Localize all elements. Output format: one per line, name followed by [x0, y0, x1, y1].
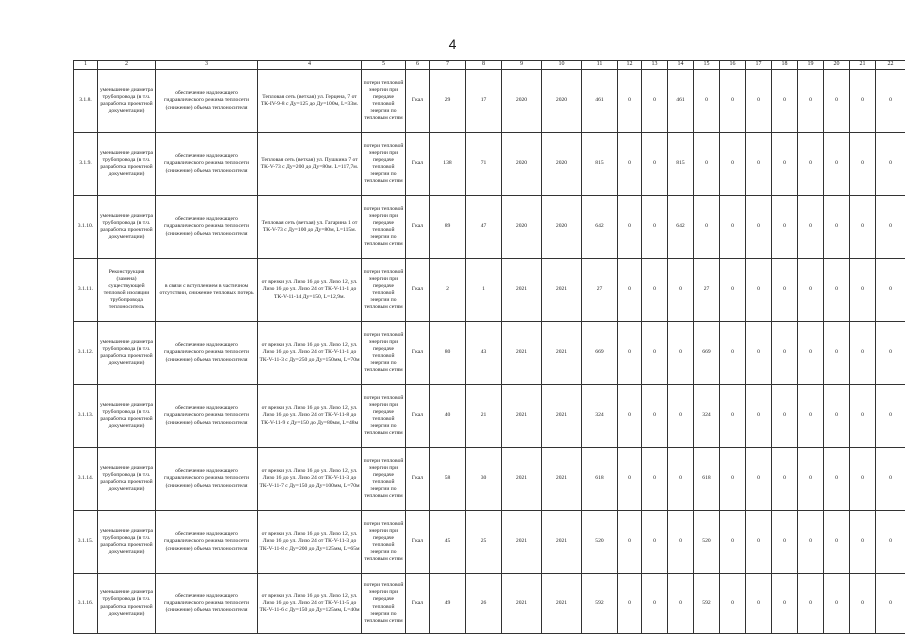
table-cell: 2021 [542, 574, 582, 634]
table-cell: 0 [746, 259, 772, 322]
table-cell: 0 [694, 133, 720, 196]
table-cell: 27 [582, 259, 618, 322]
table-cell: 0 [772, 448, 798, 511]
table-cell: Гкал [406, 133, 430, 196]
table-cell: 0 [824, 448, 850, 511]
table-cell: от врезки ул. Лизо 16 до ул. Лизо 12, ул. Лизо 16 до ул. Лизо 24 от ТК-V-11-8 до ТК-V-11-9 с Ду=150 до Ду=80мм, L=48м [258, 385, 362, 448]
table-cell: 0 [618, 322, 642, 385]
table-cell: 0 [798, 574, 824, 634]
table-row [74, 322, 905, 385]
table-cell: 0 [720, 322, 746, 385]
column-header: 4 [258, 61, 362, 70]
table-cell: 0 [618, 196, 642, 259]
table-cell: 0 [850, 448, 876, 511]
table-cell: 2 [430, 259, 466, 322]
table-cell: 0 [772, 70, 798, 133]
table-cell: 0 [850, 196, 876, 259]
table-cell: 0 [720, 448, 746, 511]
table-cell: 0 [694, 196, 720, 259]
table-cell: от врезки ул. Лизо 16 до ул. Лизо 12, ул. Лизо 16 до ул. Лизо 24 от ТК-V-11-5 до ТК-V-11-6 с Ду=150 до Ду=125мм, L=40м [258, 574, 362, 634]
table-row [74, 196, 905, 259]
table-cell: 3.1.13. [74, 385, 98, 448]
table-cell: 0 [798, 259, 824, 322]
table-cell: 0 [668, 385, 694, 448]
table-cell: 0 [618, 385, 642, 448]
table-cell: от врезки ул. Лизо 16 до ул. Лизо 12, ул. Лизо 16 до ул. Лизо 24 от ТК-V-11-3 до ТК-V-11-7 с Ду=150 до Ду=100мм, L=70м [258, 448, 362, 511]
table-cell: 0 [876, 70, 905, 133]
table-cell: 815 [668, 133, 694, 196]
table-cell: Гкал [406, 574, 430, 634]
table-cell: потери тепловой энергии при передаче тепловой энергии по тепловым сетям [362, 196, 406, 259]
table-cell: 49 [430, 574, 466, 634]
table-cell: 2020 [502, 70, 542, 133]
table-cell: 0 [746, 511, 772, 574]
table-cell: 520 [694, 511, 720, 574]
table-cell: 2021 [502, 574, 542, 634]
table-cell: 324 [582, 385, 618, 448]
table-cell: 25 [466, 511, 502, 574]
column-number-row [74, 61, 905, 70]
table-cell: 0 [824, 322, 850, 385]
table-cell: 3.1.12. [74, 322, 98, 385]
table-cell: 642 [668, 196, 694, 259]
column-header: 17 [746, 61, 772, 70]
table-cell: обеспечение надлежащего гидравлического режима теплосети (снижение) объема теплоносителя [156, 511, 258, 574]
table-cell: 0 [618, 448, 642, 511]
table-cell: Гкал [406, 511, 430, 574]
table-cell: 89 [430, 196, 466, 259]
table-cell: 0 [746, 133, 772, 196]
table-cell: 618 [694, 448, 720, 511]
table-cell: 0 [876, 196, 905, 259]
table-cell: 0 [668, 448, 694, 511]
table-cell: 0 [798, 196, 824, 259]
table-cell: 2021 [542, 511, 582, 574]
table-cell: уменьшение диаметра трубопровода (в т.ч. разработка проектной документации) [98, 133, 156, 196]
table-cell: обеспечение надлежащего гидравлического режима теплосети (снижение) объема теплоносителя [156, 385, 258, 448]
table-cell: 0 [720, 385, 746, 448]
table-cell: в связи с вступлением в частичном отсутствии, снижение тепловых потерь [156, 259, 258, 322]
table-cell: обеспечение надлежащего гидравлического режима теплосети (снижение) объема теплоносителя [156, 196, 258, 259]
table-cell: Гкал [406, 196, 430, 259]
table-cell: 26 [466, 574, 502, 634]
table-cell: Гкал [406, 322, 430, 385]
column-header: 20 [824, 61, 850, 70]
column-header: 6 [406, 61, 430, 70]
table-row [74, 259, 905, 322]
table-cell: 3.1.14. [74, 448, 98, 511]
table-row [74, 511, 905, 574]
table-cell: уменьшение диаметра трубопровода (в т.ч. разработка проектной документации) [98, 511, 156, 574]
table-cell: 0 [876, 511, 905, 574]
table-cell: 0 [720, 511, 746, 574]
table-cell: 0 [824, 574, 850, 634]
table-row [74, 133, 905, 196]
table-cell: от врезки ул. Лизо 16 до ул. Лизо 12, ул. Лизо 16 до ул. Лизо 24 от ТК-V-11-1 до ТК-V-11-3 с Ду=250 до Ду=150мм, L=70м [258, 322, 362, 385]
table-cell: 58 [430, 448, 466, 511]
table-cell: 0 [618, 574, 642, 634]
table-cell: Реконструкция (замена) существующей тепловой изоляции трубопровода теплоноситель [98, 259, 156, 322]
table-cell: 47 [466, 196, 502, 259]
table-cell: 0 [618, 70, 642, 133]
column-header: 12 [618, 61, 642, 70]
table-cell: 2020 [502, 196, 542, 259]
table-cell: уменьшение диаметра трубопровода (в т.ч. разработка проектной документации) [98, 322, 156, 385]
table-cell: Гкал [406, 385, 430, 448]
column-header: 21 [850, 61, 876, 70]
table-cell: 2021 [502, 259, 542, 322]
table-cell: 0 [642, 70, 668, 133]
table-cell: 0 [618, 133, 642, 196]
table-cell: 592 [582, 574, 618, 634]
table-cell: 0 [850, 133, 876, 196]
table-cell: 45 [430, 511, 466, 574]
table-cell: 80 [430, 322, 466, 385]
table-cell: 0 [876, 322, 905, 385]
table-cell: 0 [798, 133, 824, 196]
table-cell: 0 [746, 322, 772, 385]
table-cell: 0 [746, 385, 772, 448]
table-cell: обеспечение надлежащего гидравлического режима теплосети (снижение) объема теплоносителя [156, 322, 258, 385]
table-cell: 3.1.11. [74, 259, 98, 322]
table-cell: уменьшение диаметра трубопровода (в т.ч. разработка проектной документации) [98, 70, 156, 133]
table-cell: 642 [582, 196, 618, 259]
column-header: 9 [502, 61, 542, 70]
table-cell: 0 [642, 322, 668, 385]
table-cell: 0 [642, 259, 668, 322]
table-cell: 618 [582, 448, 618, 511]
table-cell: 0 [720, 70, 746, 133]
table-cell: Тепловая сеть (ветхая) ул. Гагарина 1 от ТК-V-73 с Ду=100 до Ду=80м, L=115м. [258, 196, 362, 259]
table-cell: 2021 [542, 322, 582, 385]
table-cell: 40 [430, 385, 466, 448]
table-cell: 0 [772, 133, 798, 196]
column-header: 15 [694, 61, 720, 70]
table-cell: потери тепловой энергии при передаче тепловой энергии по тепловым сетям [362, 133, 406, 196]
table-cell: потери тепловой энергии при передаче тепловой энергии по тепловым сетям [362, 574, 406, 634]
table-cell: 0 [746, 574, 772, 634]
table-cell: 0 [618, 259, 642, 322]
table-cell: 0 [772, 259, 798, 322]
table-cell: Гкал [406, 448, 430, 511]
page-number: 4 [448, 36, 457, 52]
table-cell: 2021 [542, 448, 582, 511]
table-cell: 461 [668, 70, 694, 133]
table-cell: потери тепловой энергии при передаче тепловой энергии по тепловым сетям [362, 385, 406, 448]
table-cell: 0 [850, 259, 876, 322]
table-cell: 0 [720, 133, 746, 196]
column-header: 1 [74, 61, 98, 70]
table-cell: 2021 [502, 385, 542, 448]
column-header: 18 [772, 61, 798, 70]
table-cell: Тепловая сеть (ветхая) ул. Герцена, 7 от ТК-IV-9-8 с Ду=125 до Ду=100м, L=33м. [258, 70, 362, 133]
table-cell: 0 [798, 322, 824, 385]
table-cell: 0 [876, 448, 905, 511]
table-cell: 0 [720, 259, 746, 322]
table-cell: 0 [668, 259, 694, 322]
column-header: 5 [362, 61, 406, 70]
table-cell: 3.1.9. [74, 133, 98, 196]
table-cell: 0 [746, 448, 772, 511]
table-cell: 0 [798, 385, 824, 448]
table-cell: 0 [642, 511, 668, 574]
table-cell: 0 [746, 196, 772, 259]
table-row [74, 385, 905, 448]
table-row [74, 70, 905, 133]
table-cell: 0 [720, 574, 746, 634]
column-header: 11 [582, 61, 618, 70]
table-body [74, 70, 905, 634]
table-cell: потери тепловой энергии при передаче тепловой энергии по тепловым сетям [362, 259, 406, 322]
column-header: 7 [430, 61, 466, 70]
table-cell: 0 [720, 196, 746, 259]
table-cell: потери тепловой энергии при передаче тепловой энергии по тепловым сетям [362, 511, 406, 574]
table-cell: 0 [694, 70, 720, 133]
table-cell: 2021 [542, 385, 582, 448]
table-cell: обеспечение надлежащего гидравлического режима теплосети (снижение) объема теплоносителя [156, 70, 258, 133]
table-cell: обеспечение надлежащего гидравлического режима теплосети (снижение) объема теплоносителя [156, 574, 258, 634]
table-cell: Тепловая сеть (ветхая) ул. Пушкина 7 от ТК-V-73 с Ду=200 до Ду=80м. L=117,7м. [258, 133, 362, 196]
table-cell: 0 [824, 70, 850, 133]
table-cell: потери тепловой энергии при передаче тепловой энергии по тепловым сетям [362, 322, 406, 385]
table-cell: 0 [850, 70, 876, 133]
table-cell: 0 [798, 70, 824, 133]
column-header: 2 [98, 61, 156, 70]
column-header: 8 [466, 61, 502, 70]
table-cell: 43 [466, 322, 502, 385]
table-cell: обеспечение надлежащего гидравлического режима теплосети (снижение) объема теплоносителя [156, 133, 258, 196]
table-cell: потери тепловой энергии при передаче тепловой энергии по тепловым сетям [362, 70, 406, 133]
table-cell: 29 [430, 70, 466, 133]
column-header: 22 [876, 61, 905, 70]
table-cell: 592 [694, 574, 720, 634]
table-cell: от врезки ул. Лизо 16 до ул. Лизо 12, ул. Лизо 16 до ул. Лизо 24 от ТК-V-11-1 до ТК-V-11-14 Ду=150, L=12,9м. [258, 259, 362, 322]
column-header: 19 [798, 61, 824, 70]
table-cell: 0 [824, 133, 850, 196]
table-cell: 0 [876, 574, 905, 634]
table-cell: 815 [582, 133, 618, 196]
table-cell: 2021 [502, 448, 542, 511]
column-header: 14 [668, 61, 694, 70]
table-cell: 0 [618, 511, 642, 574]
measures-table [73, 60, 905, 634]
table-cell: 520 [582, 511, 618, 574]
table-cell: 0 [642, 448, 668, 511]
table-cell: 0 [772, 385, 798, 448]
table-cell: 0 [798, 448, 824, 511]
table-cell: 138 [430, 133, 466, 196]
table-row [74, 448, 905, 511]
table-cell: обеспечение надлежащего гидравлического режима теплосети (снижение) объема теплоносителя [156, 448, 258, 511]
table-cell: уменьшение диаметра трубопровода (в т.ч. разработка проектной документации) [98, 574, 156, 634]
table-cell: 3.1.10. [74, 196, 98, 259]
column-header: 13 [642, 61, 668, 70]
table-cell: 0 [772, 511, 798, 574]
table-cell: от врезки ул. Лизо 16 до ул. Лизо 12, ул. Лизо 16 до ул. Лизо 24 от ТК-V-11-3 до ТК-V-11-8 с Ду=200 до Ду=125мм, L=65м [258, 511, 362, 574]
table-cell: 0 [824, 196, 850, 259]
table-cell: 0 [824, 385, 850, 448]
table-cell: 2021 [502, 322, 542, 385]
table-cell: 0 [876, 259, 905, 322]
table-cell: 461 [582, 70, 618, 133]
table-cell: 71 [466, 133, 502, 196]
column-header: 3 [156, 61, 258, 70]
table-cell: 1 [466, 259, 502, 322]
table-cell: 0 [668, 322, 694, 385]
table-cell: 27 [694, 259, 720, 322]
table-cell: 0 [876, 133, 905, 196]
table-cell: уменьшение диаметра трубопровода (в т.ч. разработка проектной документации) [98, 196, 156, 259]
table-cell: 0 [824, 259, 850, 322]
table-cell: 2020 [542, 133, 582, 196]
table-cell: Гкал [406, 70, 430, 133]
table-cell: 0 [772, 574, 798, 634]
table-cell: 0 [642, 133, 668, 196]
table-cell: 669 [694, 322, 720, 385]
table-cell: 324 [694, 385, 720, 448]
table-cell: 17 [466, 70, 502, 133]
column-header: 16 [720, 61, 746, 70]
table-cell: 2020 [542, 196, 582, 259]
table-cell: 0 [668, 574, 694, 634]
table-cell: 2021 [542, 259, 582, 322]
table-cell: 2021 [502, 511, 542, 574]
table-cell: 669 [582, 322, 618, 385]
table-cell: 0 [850, 511, 876, 574]
table-cell: 30 [466, 448, 502, 511]
table-cell: 0 [746, 70, 772, 133]
table-cell: 0 [668, 511, 694, 574]
table-cell: 0 [850, 574, 876, 634]
column-header: 10 [542, 61, 582, 70]
table-cell: уменьшение диаметра трубопровода (в т.ч. разработка проектной документации) [98, 448, 156, 511]
table-cell: 2020 [502, 133, 542, 196]
table-cell: уменьшение диаметра трубопровода (в т.ч. разработка проектной документации) [98, 385, 156, 448]
table-cell: 2020 [542, 70, 582, 133]
table-cell: 0 [850, 385, 876, 448]
table-cell: 0 [772, 196, 798, 259]
table-cell: 0 [642, 196, 668, 259]
table-cell: 3.1.16. [74, 574, 98, 634]
table-cell: потери тепловой энергии при передаче тепловой энергии по тепловым сетям [362, 448, 406, 511]
table-cell: 0 [876, 385, 905, 448]
table-cell: 3.1.8. [74, 70, 98, 133]
table-cell: 0 [850, 322, 876, 385]
table-row [74, 574, 905, 634]
table-cell: 0 [798, 511, 824, 574]
table-cell: 0 [772, 322, 798, 385]
table-cell: Гкал [406, 259, 430, 322]
table-cell: 0 [642, 574, 668, 634]
table-cell: 0 [824, 511, 850, 574]
table-cell: 21 [466, 385, 502, 448]
table-cell: 0 [642, 385, 668, 448]
table-cell: 3.1.15. [74, 511, 98, 574]
